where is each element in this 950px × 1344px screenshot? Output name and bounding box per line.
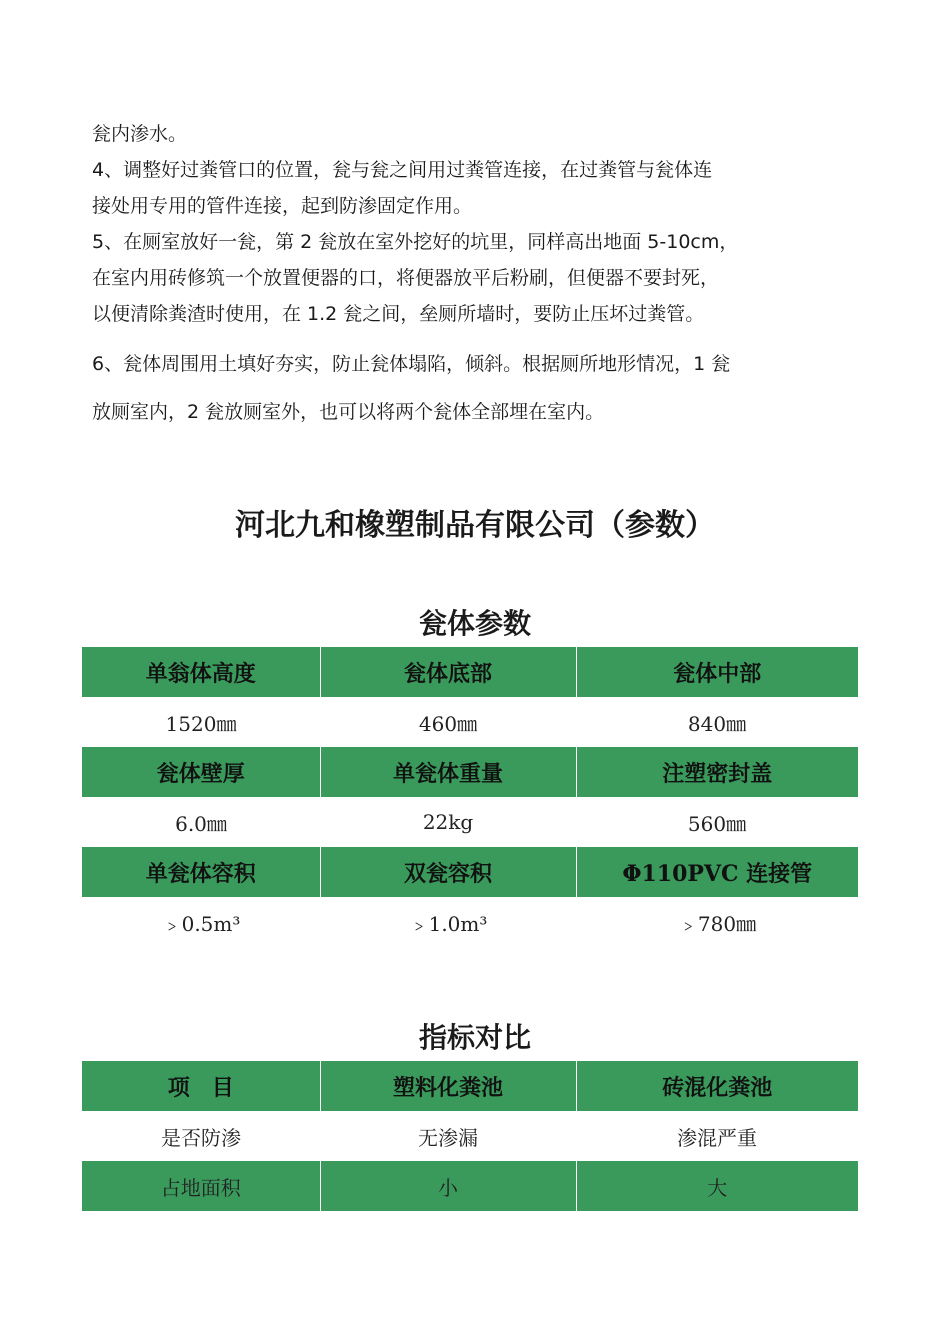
params-table bbox=[82, 647, 858, 947]
value-cell: 大 bbox=[576, 1161, 858, 1211]
paragraph-line: 6、瓮体周围用土填好夯实，防止瓮体塌陷，倾斜。根据厕所地形情况，1 瓮 bbox=[92, 353, 731, 375]
paragraph-step-4 bbox=[92, 152, 822, 224]
paragraph-line: 瓮内渗水。 bbox=[92, 123, 188, 145]
header-cell: 砖混化粪池 bbox=[576, 1061, 858, 1111]
params-section-title: 瓮体参数 bbox=[418, 607, 531, 640]
paragraph-line: 以便清除粪渣时使用，在 1.2 瓮之间，垒厕所墙时，要防止压坏过粪管。 bbox=[92, 303, 705, 325]
table-row bbox=[82, 1111, 858, 1161]
value-cell: 460㎜ bbox=[320, 697, 576, 747]
header-cell: 瓮体壁厚 bbox=[82, 747, 320, 797]
header-cell: 单瓮体重量 bbox=[320, 747, 576, 797]
table-row bbox=[82, 797, 858, 847]
value-cell: 占地面积 bbox=[82, 1161, 320, 1211]
paragraph-continuation bbox=[92, 116, 822, 152]
company-title: 河北九和橡塑制品有限公司（参数） bbox=[235, 508, 715, 543]
compare-section-title: 指标对比 bbox=[418, 1021, 531, 1054]
value-cell: 560㎜ bbox=[576, 797, 858, 847]
header-cell: 瓮体中部 bbox=[576, 647, 858, 697]
paragraph-line: 接处用专用的管件连接，起到防渗固定作用。 bbox=[92, 195, 473, 217]
paragraph-step-5 bbox=[92, 224, 822, 332]
header-cell: 单翁体高度 bbox=[82, 647, 320, 697]
paragraph-line: 在室内用砖修筑一个放置便器的口，将便器放平后粉刷，但便器不要封死， bbox=[92, 267, 720, 289]
paragraph-line: 4、调整好过粪管口的位置，瓮与瓮之间用过粪管连接，在过粪管与瓮体连 bbox=[92, 159, 713, 181]
value-cell: 22kg bbox=[320, 797, 576, 847]
value-cell: 渗混严重 bbox=[576, 1111, 858, 1161]
paragraph-step-6 bbox=[92, 340, 822, 436]
instruction-paragraphs bbox=[92, 116, 822, 436]
header-cell: 项 目 bbox=[82, 1061, 320, 1111]
table-row bbox=[82, 1161, 858, 1211]
header-cell: 瓮体底部 bbox=[320, 647, 576, 697]
value-cell: 840㎜ bbox=[576, 697, 858, 747]
paragraph-line: 5、在厕室放好一瓮，第 2 瓮放在室外挖好的坑里，同样高出地面 5-10cm， bbox=[92, 231, 739, 253]
header-cell: 注塑密封盖 bbox=[576, 747, 858, 797]
header-cell: 双瓮容积 bbox=[320, 847, 576, 897]
value-cell: 6.0㎜ bbox=[82, 797, 320, 847]
value-cell: ﹥780㎜ bbox=[576, 897, 858, 947]
value-cell: ﹥0.5m³ bbox=[82, 897, 320, 947]
table-header-row bbox=[82, 747, 858, 797]
header-cell: 单瓮体容积 bbox=[82, 847, 320, 897]
header-cell: 塑料化粪池 bbox=[320, 1061, 576, 1111]
table-header-row bbox=[82, 647, 858, 697]
table-header-row bbox=[82, 847, 858, 897]
paragraph-line: 放厕室内，2 瓮放厕室外，也可以将两个瓮体全部埋在室内。 bbox=[92, 401, 605, 423]
value-cell: 是否防渗 bbox=[82, 1111, 320, 1161]
value-cell: 小 bbox=[320, 1161, 576, 1211]
table-row bbox=[82, 697, 858, 747]
value-cell: 1520㎜ bbox=[82, 697, 320, 747]
table-row bbox=[82, 897, 858, 947]
header-cell: Φ110PVC 连接管 bbox=[576, 847, 858, 897]
table-header-row bbox=[82, 1061, 858, 1111]
value-cell: 无渗漏 bbox=[320, 1111, 576, 1161]
compare-table bbox=[82, 1061, 858, 1211]
value-cell: ﹥1.0m³ bbox=[320, 897, 576, 947]
